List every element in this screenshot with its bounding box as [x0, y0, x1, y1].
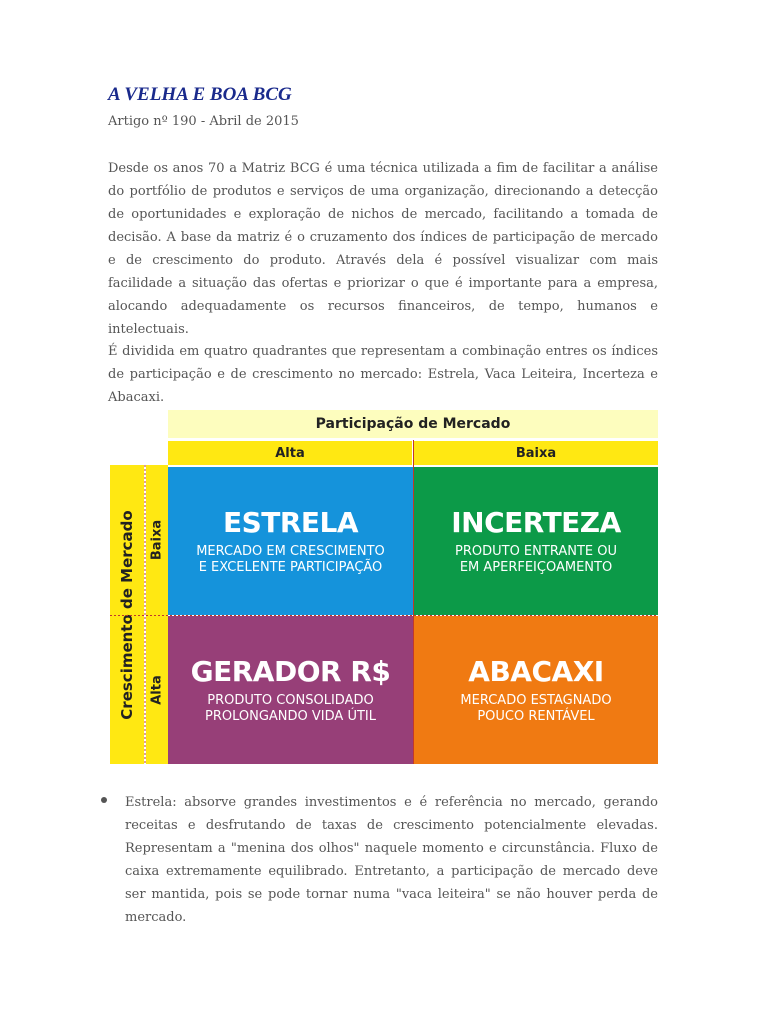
- matrix-side-header-cell: [110, 465, 144, 764]
- quadrant-abacaxi: [414, 616, 658, 764]
- matrix-col-high: Alta: [168, 441, 412, 465]
- quadrant-estrela-title: ESTRELA: [222, 506, 359, 539]
- quadrant-incerteza-desc-1: PRODUTO ENTRANTE OU: [455, 544, 617, 559]
- matrix-top-header: Participação de Mercado: [168, 410, 658, 438]
- quadrant-incerteza: [414, 467, 658, 615]
- quadrant-abacaxi-desc-1: MERCADO ESTAGNADO: [460, 693, 612, 708]
- paragraph-quadrants: É dividida em quatro quadrantes que representam a combinação entres os índices de participação e de crescimento no mercado: Estrela, Vaca Leiteira, Incerteza e Abacaxi.: [108, 344, 658, 405]
- paragraph-intro: Desde os anos 70 a Matriz BCG é uma técnica utilizada a fim de facilitar a análise do portfólio de produtos e serviços de uma organização, direcionando a detecção de oportunidades e exploração de nichos de mercado, facilitando a tomada de decisão. A base da matriz é o cruzamento dos índices de participação de mercado e de crescimento do produto. Através dela é possível visualizar com mais facilidade a situação das ofertas e priorizar o que é importante para a empresa, alocando adequadamente os recursos financeiros, de tempo, humanos e intelectuais.: [108, 161, 658, 337]
- article-subtitle: Artigo nº 190 - Abril de 2015: [108, 114, 299, 129]
- matrix-row-top: Baixa: [149, 519, 165, 561]
- quadrant-incerteza-title: INCERTEZA: [451, 506, 621, 539]
- matrix-row-bottom: Alta: [149, 675, 165, 705]
- quadrant-incerteza-desc-2: EM APERFEIÇOAMENTO: [459, 560, 613, 575]
- bullet-dot: [101, 797, 107, 803]
- quadrant-estrela-desc-1: MERCADO EM CRESCIMENTO: [196, 544, 385, 559]
- matrix-row-labels-cell: [146, 465, 168, 764]
- quadrant-gerador: [168, 616, 413, 764]
- article-title: A VELHA E BOA BCG: [108, 84, 292, 105]
- quadrant-abacaxi-title: ABACAXI: [468, 655, 604, 688]
- quadrant-estrela: [168, 467, 413, 615]
- quadrant-abacaxi-desc-2: POUCO RENTÁVEL: [477, 709, 595, 724]
- quadrant-estrela-desc-2: E EXCELENTE PARTICIPAÇÃO: [198, 560, 383, 575]
- list-item-estrela: Estrela: absorve grandes investimentos e é referência no mercado, gerando receitas e desfrutando de taxas de crescimento potencialmente elevadas. Representam a "menina dos olhos" naquele momento e circunstância. Fluxo de caixa extremamente equilibrado. Entretanto, a participação de mercado deve ser mantida, pois se pode tornar numa "vaca leiteira" se não houver perda de mercado.: [125, 795, 658, 925]
- quadrant-gerador-desc-2: PROLONGANDO VIDA ÚTIL: [205, 709, 376, 724]
- bcg-matrix-image: [110, 410, 658, 764]
- quadrant-gerador-title: GERADOR R$: [190, 655, 391, 688]
- quadrant-gerador-desc-1: PRODUTO CONSOLIDADO: [207, 693, 374, 708]
- matrix-col-low: Baixa: [414, 441, 658, 465]
- matrix-side-header: Crescimento de Mercado: [118, 510, 136, 720]
